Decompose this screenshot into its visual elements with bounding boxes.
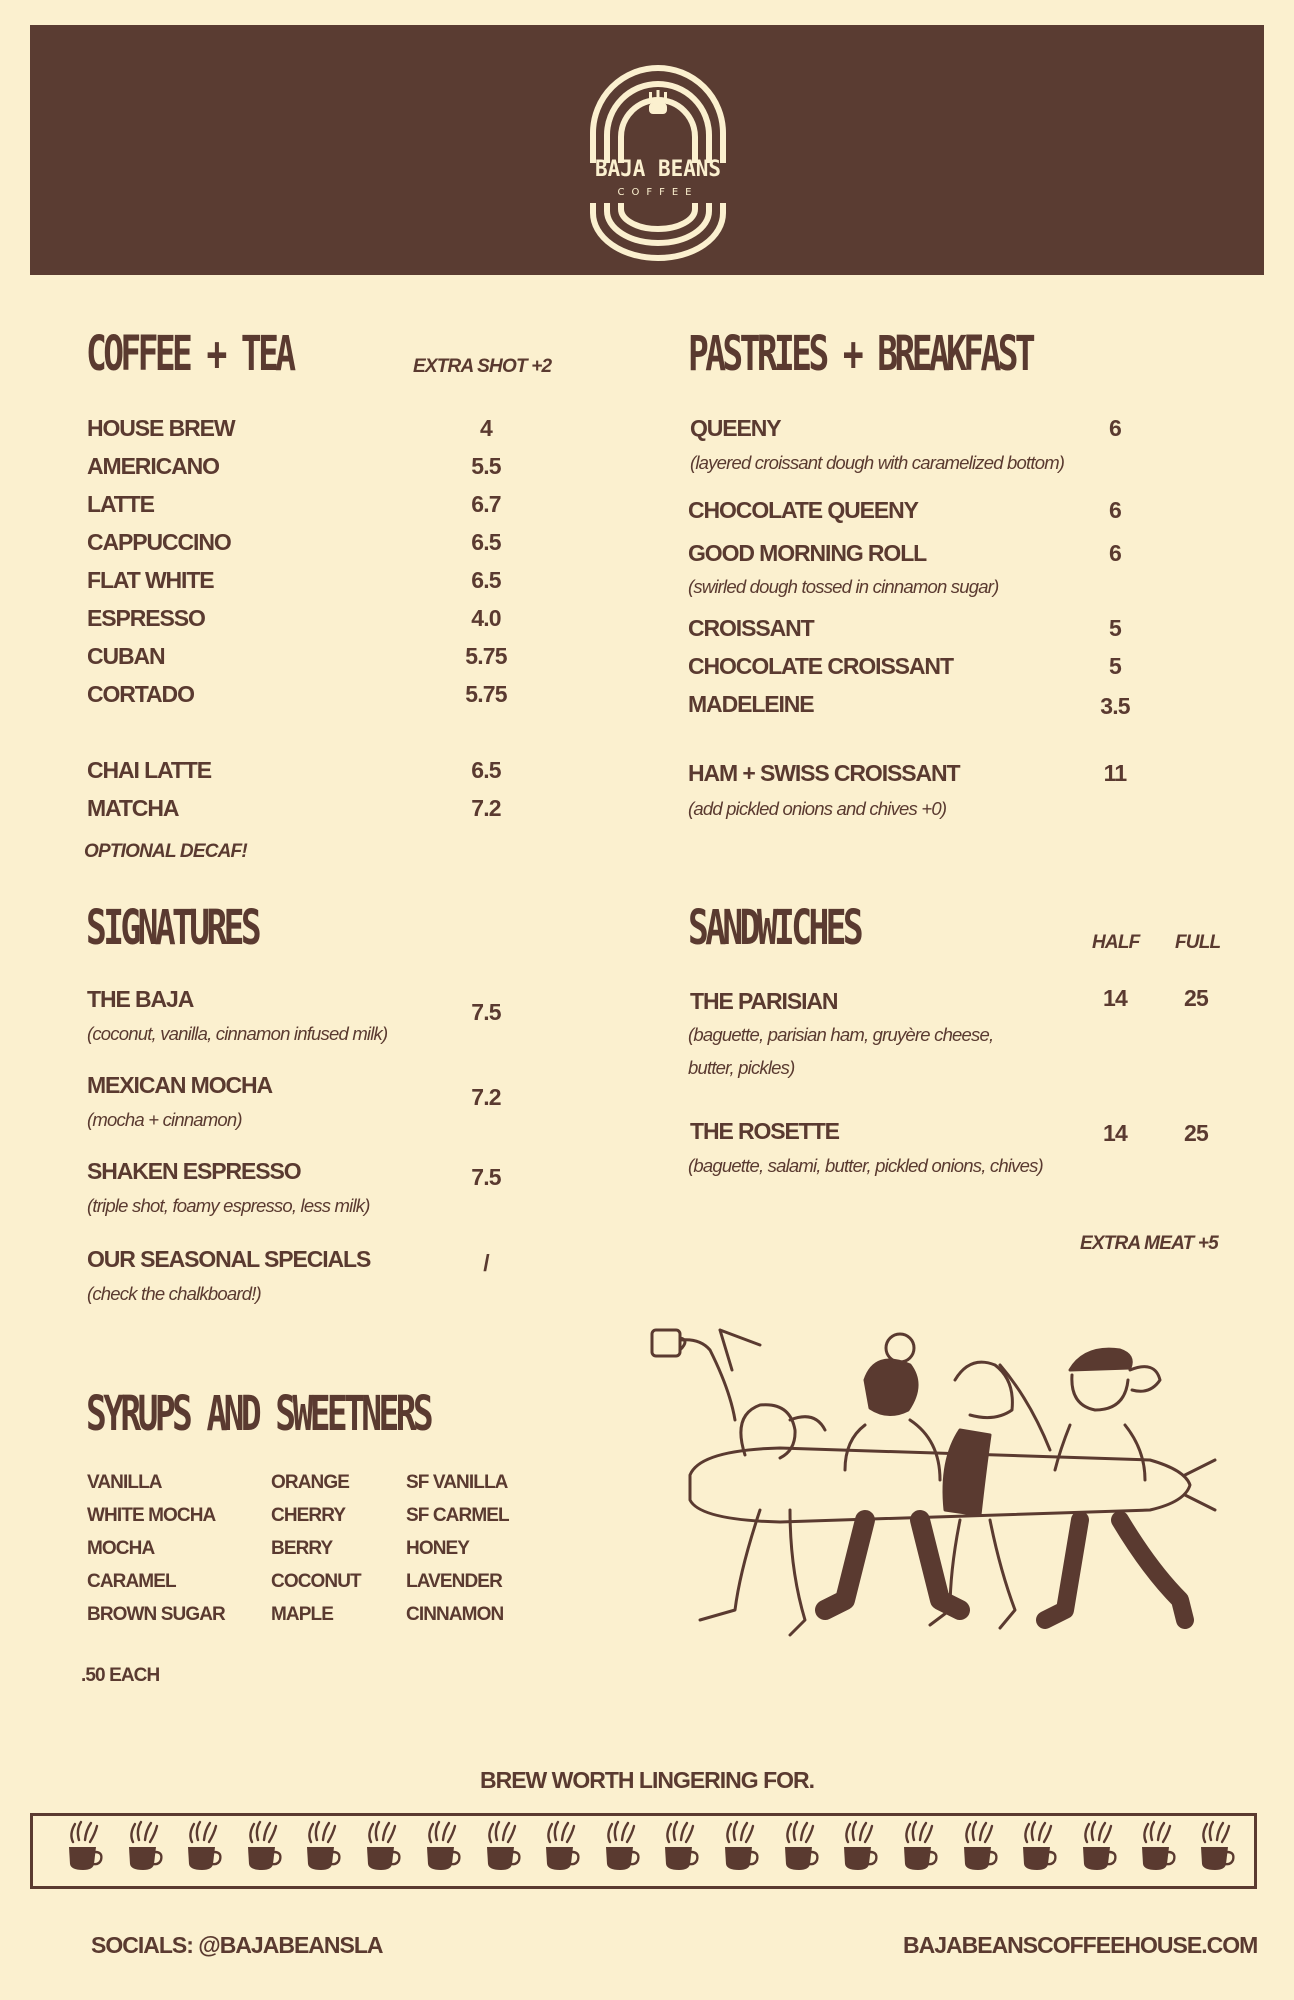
menu-item-price: 7.5 — [471, 1164, 501, 1190]
menu-item-price: 6.5 — [471, 757, 501, 783]
menu-item-price: 6.7 — [471, 491, 501, 517]
syrup-column — [271, 1466, 361, 1631]
menu-item-name: THE PARISIAN — [690, 988, 838, 1014]
signatures-title: SIGNATURES — [86, 900, 259, 956]
menu-item-price: 5 — [1109, 653, 1121, 679]
coffee-cup-icon — [1023, 1822, 1055, 1870]
syrup-item: SF VANILLA — [406, 1472, 508, 1493]
header-banner — [30, 25, 1264, 275]
menu-item-name: CORTADO — [87, 681, 194, 707]
coffee-cup-border — [30, 1813, 1257, 1889]
menu-item-desc: (check the chalkboard!) — [87, 1283, 261, 1304]
menu-item-price: 5.5 — [471, 453, 501, 479]
menu-item-desc: butter, pickles) — [688, 1057, 795, 1078]
menu-item-desc: (swirled dough tossed in cinnamon sugar) — [688, 576, 999, 597]
menu-item-price: 11 — [1103, 760, 1127, 786]
full-price: 25 — [1184, 985, 1208, 1011]
tagline: BREW WORTH LINGERING FOR. — [479, 1767, 815, 1793]
baja-beans-logo-icon — [583, 63, 733, 263]
menu-item-price: 6 — [1109, 497, 1121, 523]
menu-item-name: AMERICANO — [87, 453, 219, 479]
menu-item-price: 6.5 — [471, 567, 501, 593]
syrup-item: LAVENDER — [406, 1571, 502, 1592]
syrup-item: BERRY — [271, 1538, 333, 1559]
menu-item-desc: (add pickled onions and chives +0) — [688, 798, 947, 819]
syrup-item: CINNAMON — [406, 1604, 504, 1625]
pastries-title: PASTRIES + BREAKFAST — [688, 326, 1033, 382]
syrups-title: SYRUPS AND SWEETNERS — [86, 1386, 431, 1442]
menu-item-price: / — [483, 1250, 489, 1276]
menu-item-price: 4 — [480, 415, 492, 441]
coffee-cup-icon — [188, 1822, 220, 1870]
menu-item-price: 5 — [1109, 615, 1121, 641]
logo-sub-name: COFFEE — [617, 187, 699, 198]
coffee-cup-icon — [785, 1822, 817, 1870]
menu-item-name: HOUSE BREW — [87, 415, 235, 441]
menu-item-desc: (baguette, salami, butter, pickled onions, chives) — [688, 1155, 1043, 1176]
half-label: HALF — [1092, 932, 1140, 953]
menu-item-desc: (baguette, parisian ham, gruyère cheese, — [688, 1024, 994, 1045]
syrup-item: COCONUT — [271, 1571, 361, 1592]
syrup-item: VANILLA — [87, 1472, 162, 1493]
coffee-cup-icon — [1142, 1822, 1174, 1870]
syrup-item: ORANGE — [271, 1472, 349, 1493]
menu-item-name: FLAT WHITE — [87, 567, 214, 593]
menu-item-name: QUEENY — [690, 415, 781, 441]
coffee-cup-icon — [606, 1822, 638, 1870]
menu-item-name: CHOCOLATE QUEENY — [688, 497, 918, 523]
syrup-item: HONEY — [406, 1538, 470, 1559]
coffee-cup-icon — [427, 1822, 459, 1870]
menu-item-name: HAM + SWISS CROISSANT — [688, 760, 960, 786]
website-link[interactable]: BAJABEANSCOFFEEHOUSE.COM — [903, 1932, 1258, 1958]
logo-brand-name: BAJA BEANS — [595, 157, 721, 182]
menu-item-name: MADELEINE — [688, 691, 814, 717]
coffee-tea-title: COFFEE + TEA — [86, 326, 293, 382]
coffee-cup-icon — [546, 1822, 578, 1870]
menu-item-price: 7.5 — [471, 999, 501, 1025]
menu-item-name: THE BAJA — [87, 986, 194, 1012]
extra-shot-note: EXTRA SHOT +2 — [413, 356, 552, 377]
half-price: 14 — [1103, 1120, 1127, 1146]
sandwiches-title: SANDWICHES — [688, 900, 861, 956]
syrup-item: WHITE MOCHA — [87, 1505, 216, 1526]
syrup-item: MAPLE — [271, 1604, 334, 1625]
coffee-cup-icon — [904, 1822, 936, 1870]
coffee-cup-icon — [964, 1822, 996, 1870]
menu-item-name: CUBAN — [87, 643, 165, 669]
menu-item-price: 7.2 — [471, 795, 501, 821]
coffee-cup-icon — [1201, 1822, 1233, 1870]
decaf-note: OPTIONAL DECAF! — [84, 841, 247, 862]
menu-item-name: SHAKEN ESPRESSO — [87, 1158, 301, 1184]
coffee-cup-icon — [248, 1822, 280, 1870]
menu-item-price: 5.75 — [465, 681, 507, 707]
menu-item-price: 4.0 — [471, 605, 501, 631]
menu-item-desc: (coconut, vanilla, cinnamon infused milk) — [87, 1023, 388, 1044]
coffee-cup-icon — [844, 1822, 876, 1870]
syrup-item: MOCHA — [87, 1538, 155, 1559]
menu-item-price: 6 — [1109, 415, 1121, 441]
menu-item-price: 6.5 — [471, 529, 501, 555]
syrup-column — [87, 1466, 225, 1631]
menu-item-name: THE ROSETTE — [690, 1118, 839, 1144]
menu-item-name: MATCHA — [87, 795, 179, 821]
syrup-item: SF CARMEL — [406, 1505, 509, 1526]
coffee-cup-icon — [129, 1822, 161, 1870]
menu-item-name: CAPPUCCINO — [87, 529, 231, 555]
coffee-cup-icon — [69, 1822, 101, 1870]
coffee-cup-icon — [307, 1822, 339, 1870]
syrup-item: CHERRY — [271, 1505, 346, 1526]
half-price: 14 — [1103, 985, 1127, 1011]
syrup-item: BROWN SUGAR — [87, 1604, 225, 1625]
coffee-cup-icon — [725, 1822, 757, 1870]
syrup-column — [406, 1466, 509, 1631]
menu-item-name: CHOCOLATE CROISSANT — [688, 653, 953, 679]
menu-item-name: MEXICAN MOCHA — [87, 1072, 273, 1098]
coffee-cup-row — [33, 1816, 1254, 1886]
menu-item-desc: (layered croissant dough with caramelized bottom) — [690, 452, 1065, 473]
coffee-cup-icon — [487, 1822, 519, 1870]
menu-item-name: ESPRESSO — [87, 605, 205, 631]
menu-item-name: OUR SEASONAL SPECIALS — [87, 1246, 371, 1272]
coffee-cup-icon — [1083, 1822, 1115, 1870]
coffee-cup-icon — [367, 1822, 399, 1870]
socials-handle: SOCIALS: @BAJABEANSLA — [91, 1932, 383, 1958]
menu-item-desc: (mocha + cinnamon) — [87, 1109, 242, 1130]
syrup-item: CARAMEL — [87, 1571, 176, 1592]
menu-item-price: 7.2 — [471, 1084, 501, 1110]
syrup-price-note: .50 EACH — [81, 1665, 160, 1686]
menu-item-desc: (triple shot, foamy espresso, less milk) — [87, 1195, 370, 1216]
menu-item-name: LATTE — [87, 491, 154, 517]
menu-item-name: CHAI LATTE — [87, 757, 212, 783]
coffee-cup-icon — [665, 1822, 697, 1870]
menu-item-price: 6 — [1109, 540, 1121, 566]
surfers-illustration-icon — [640, 1310, 1220, 1680]
full-price: 25 — [1184, 1120, 1208, 1146]
menu-item-name: GOOD MORNING ROLL — [688, 540, 927, 566]
full-label: FULL — [1175, 932, 1221, 953]
extra-meat-note: EXTRA MEAT +5 — [1080, 1233, 1218, 1254]
menu-item-price: 5.75 — [465, 643, 507, 669]
menu-item-price: 3.5 — [1100, 693, 1130, 719]
menu-item-name: CROISSANT — [688, 615, 814, 641]
